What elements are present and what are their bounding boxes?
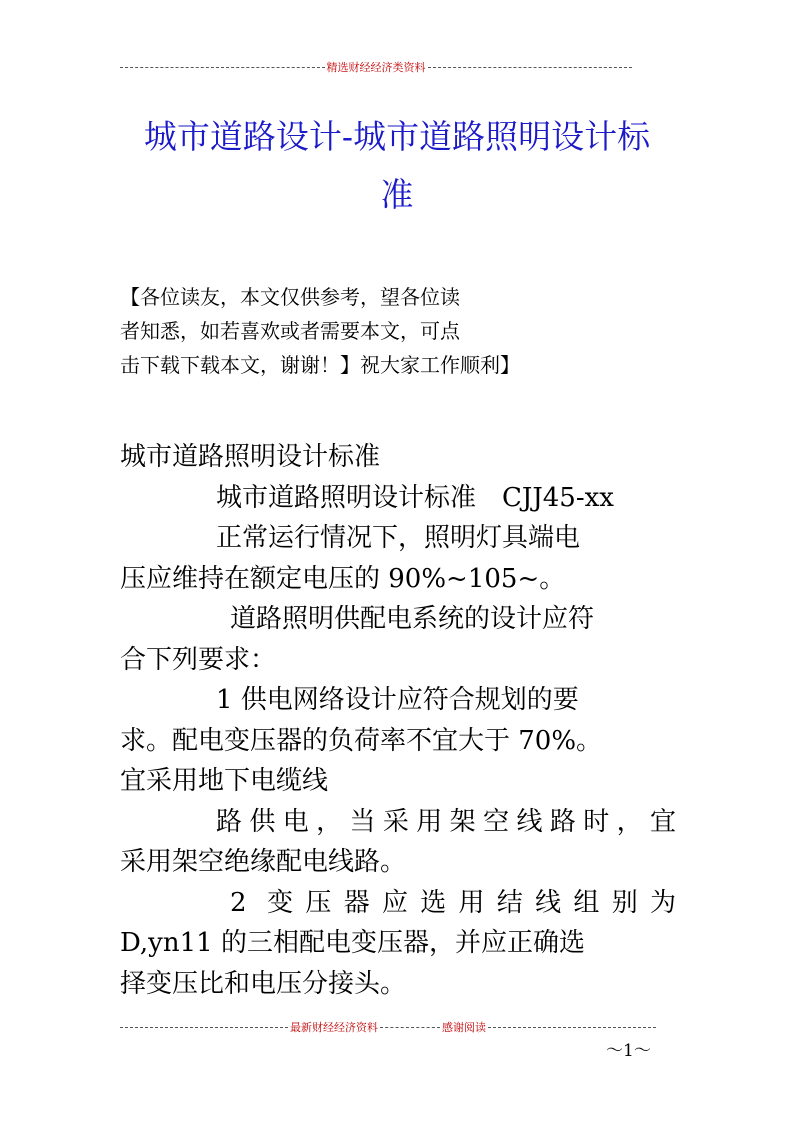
body-line: 求。配电变压器的负荷率不宜大于 70%。: [120, 725, 603, 756]
body-line: 采用架空绝缘配电线路。: [120, 847, 407, 877]
page-footer: [120, 1018, 656, 1036]
title-line-2: 准: [380, 175, 414, 214]
body-line: 择变压比和电压分接头。: [120, 968, 407, 999]
footer-dashed-rule-left: [120, 1027, 288, 1028]
header-dashed-rule-right: [428, 67, 633, 68]
footer-dashed-rule-middle: [380, 1027, 440, 1028]
notice-line-2: 者知悉，如若喜欢或者需要本文，可点: [120, 319, 460, 343]
title-line-1: 城市道路设计-城市道路照明设计标: [143, 117, 651, 156]
body-line: 宜采用地下电缆线: [120, 766, 329, 796]
body-line: 道路照明供配电系统的设计应符: [230, 604, 595, 634]
notice-line-3: 击下载下载本文，谢谢！】祝大家工作顺利】: [120, 353, 520, 377]
header-text: 精选财经经济类资料: [326, 61, 426, 74]
document-title: [100, 108, 694, 224]
reader-notice: [120, 280, 640, 382]
body-line: 合下列要求：: [120, 644, 277, 675]
footer-dashed-rule-right: [488, 1027, 656, 1028]
section-heading: 城市道路照明设计标准: [120, 442, 381, 472]
body-line: 1 供电网络设计应符合规划的要: [216, 685, 579, 715]
standard-code-line: 城市道路照明设计标准 CJJ45-xx: [216, 482, 614, 513]
header-dashed-rule-left: [120, 67, 325, 68]
body-line: 压应维持在额定电压的 90%~105~。: [120, 563, 566, 594]
page-number: ～1～: [606, 1041, 651, 1061]
page-header: [120, 56, 632, 78]
footer-right-text: 感谢阅读: [442, 1021, 486, 1034]
body-line: 2 变压器应选用结线组别为: [230, 887, 676, 918]
footer-left-text: 最新财经经济资料: [290, 1021, 378, 1034]
body-line: 路供电，当采用架空线路时，宜: [216, 806, 676, 837]
body-line: D,yn11 的三相配电变压器，并应正确选: [120, 928, 585, 958]
document-body: [120, 437, 676, 1004]
body-line: 正常运行情况下，照明灯具端电: [216, 523, 581, 553]
notice-line-1: 【各位读友，本文仅供参考，望各位读: [120, 285, 460, 309]
